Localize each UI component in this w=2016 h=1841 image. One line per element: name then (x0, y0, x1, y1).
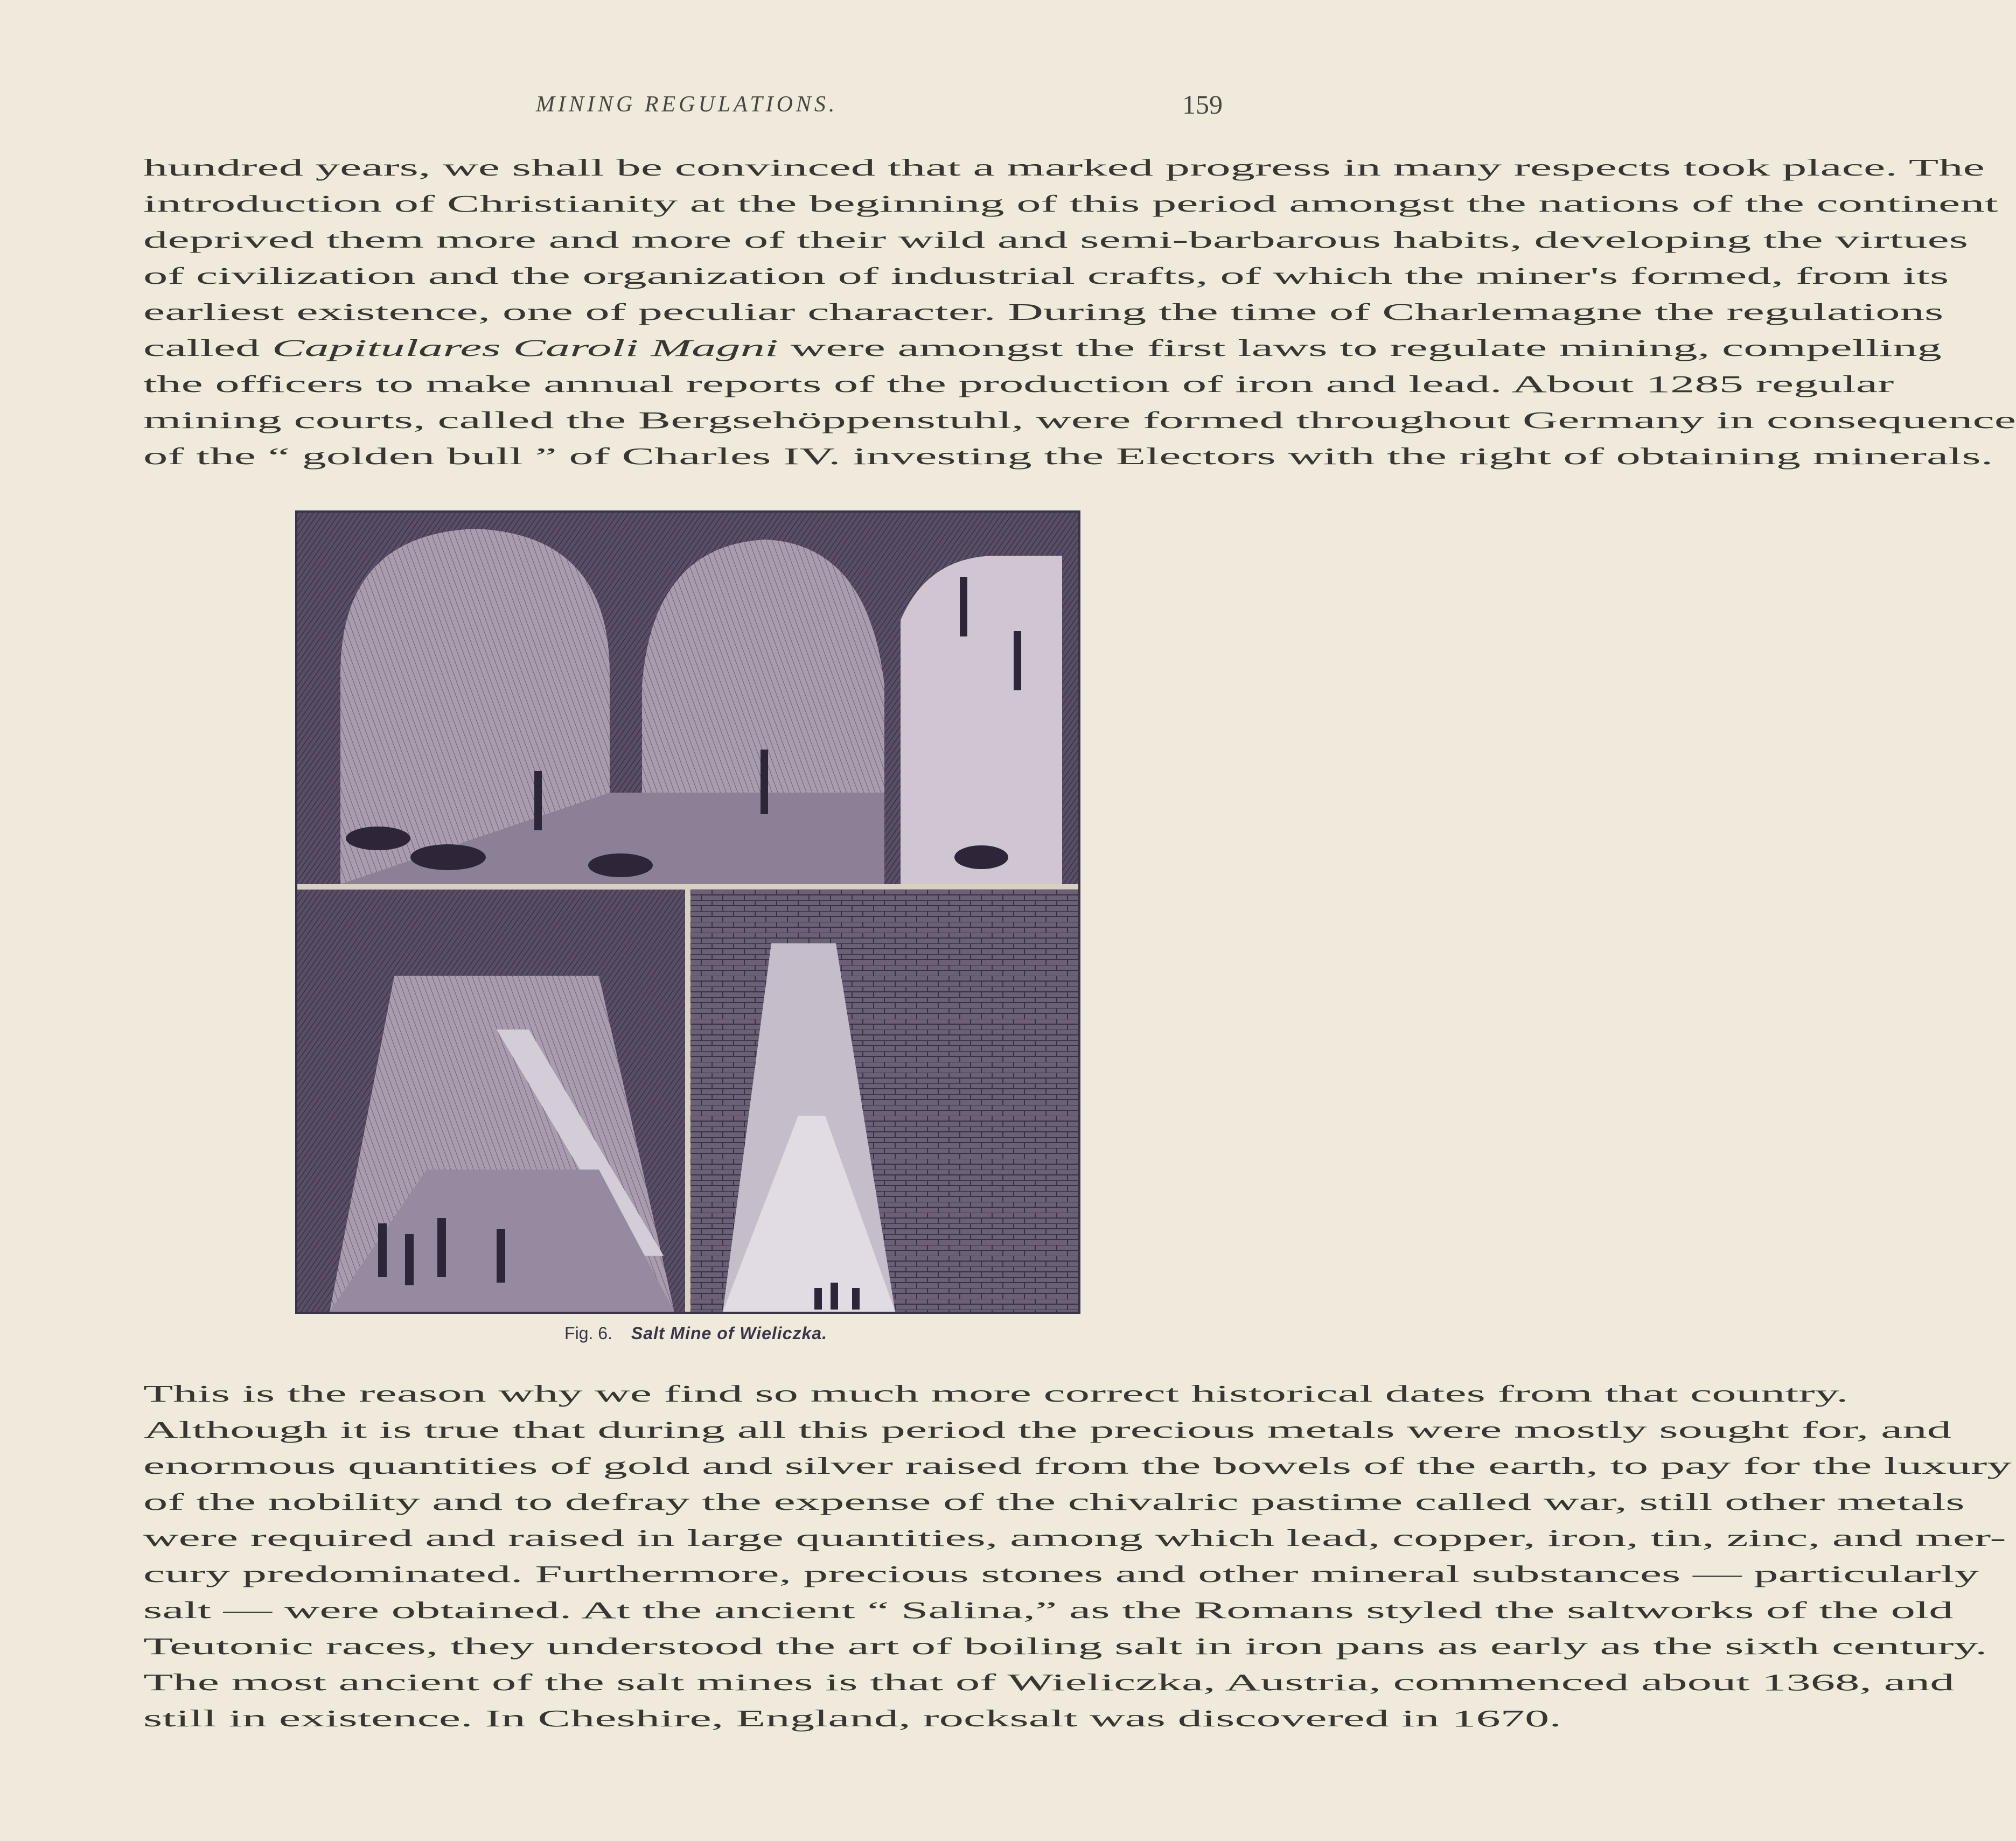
engraving-illustration (297, 513, 1078, 1312)
text-line: of the nobility and to defray the expense of the chivalric pastime called war, still other metals (143, 1489, 1965, 1515)
italic-latin-title: Capitulares Caroli Magni (272, 335, 779, 361)
paragraph-2 (143, 1376, 2012, 1737)
text-line: salt — were obtained. At the ancient “ Salina,” as the Romans styled the saltworks of the old (143, 1597, 1954, 1623)
text-line: still in existence. In Cheshire, England, rocksalt was discovered in 1670. (143, 1705, 1562, 1732)
paragraph-1 (143, 150, 2016, 474)
text-line: The most ancient of the salt mines is that of Wieliczka, Austria, commenced about 1368, and (143, 1669, 1955, 1696)
text-line: introduction of Christianity at the beginning of this period amongst the nations of the continent (143, 191, 1998, 217)
text-line: of civilization and the organization of industrial crafts, of which the miner's formed, from its (143, 263, 1949, 289)
text-line: were required and raised in large quantities, among which lead, copper, iron, tin, zinc, and mer- (143, 1525, 2006, 1551)
text-line: earliest existence, one of peculiar character. During the time of Charlemagne the regulations (143, 299, 1944, 325)
text-line: Although it is true that during all this period the precious metals were mostly sought for, and (143, 1417, 1952, 1443)
text-line: enormous quantities of gold and silver raised from the bowels of the earth, to pay for the luxury (143, 1453, 2012, 1479)
figure-label: Fig. 6. (564, 1324, 612, 1343)
text-fragment: were amongst the first laws to regulate mining, compelling (790, 335, 1942, 361)
text-line: cury predominated. Furthermore, precious stones and other mineral substances — particularly (143, 1561, 1979, 1587)
text-line-with-italic (143, 330, 1942, 366)
page-header (0, 89, 1392, 129)
text-line: hundred years, we shall be convinced that a marked progress in many respects took place. The (143, 155, 1985, 181)
text-line: of the “ golden bull ” of Charles IV. investing the Electors with the right of obtaining minerals. (143, 443, 1993, 470)
salt-mine-engraving (295, 510, 1080, 1314)
figure-title: Salt Mine of Wieliczka. (631, 1324, 827, 1343)
text-line: This is the reason why we find so much more correct historical dates from that country. (143, 1381, 1848, 1407)
text-line: the officers to make annual reports of the production of iron and lead. About 1285 regular (143, 371, 1894, 397)
text-line: deprived them more and more of their wild and semi-barbarous habits, developing the virtues (143, 227, 1968, 253)
text-line: Teutonic races, they understood the art of boiling salt in iron pans as early as the sixth century. (143, 1633, 1987, 1660)
text-fragment: called (143, 335, 260, 361)
figure-caption (0, 1324, 1392, 1343)
running-head: MINING REGULATIONS. (536, 92, 838, 117)
page-number: 159 (1182, 89, 1223, 120)
text-line: mining courts, called the Bergsehöppenstuhl, were formed throughout Germany in consequence (143, 407, 2016, 433)
